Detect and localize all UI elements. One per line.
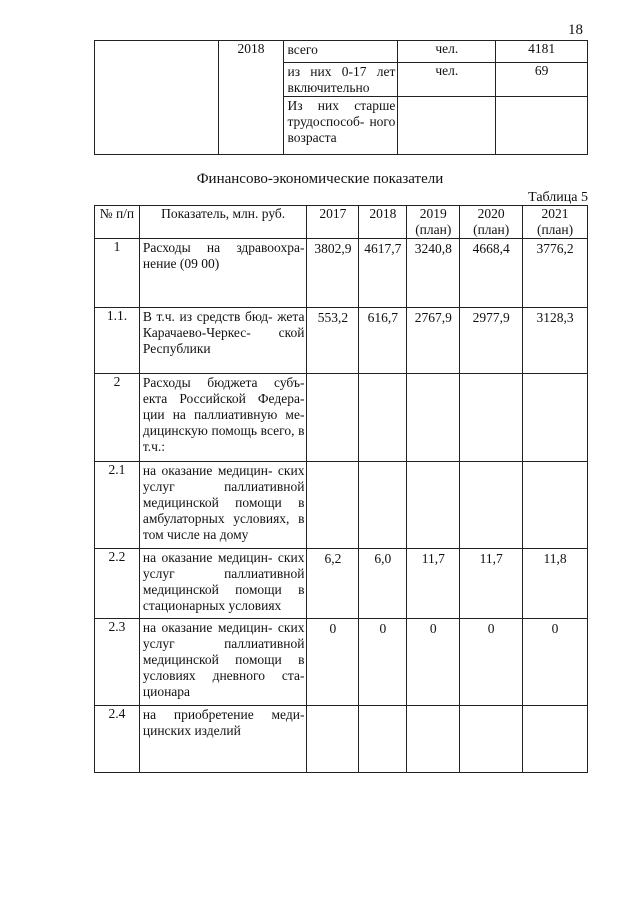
table-row bbox=[95, 549, 588, 619]
row-num: 2.3 bbox=[95, 619, 140, 706]
value-2019: 2767,9 bbox=[407, 308, 460, 374]
value-2018 bbox=[359, 706, 407, 773]
row-text: В т.ч. из средств бюд- жета Карачаево-Черкес- ской Республики bbox=[139, 308, 307, 374]
header-2020 bbox=[460, 206, 523, 239]
header-2018: 2018 bbox=[359, 206, 407, 239]
value-2020 bbox=[460, 706, 523, 773]
header-2020-note: (план) bbox=[473, 222, 510, 237]
row-num: 2.1 bbox=[95, 462, 140, 549]
value-2021 bbox=[523, 462, 588, 549]
value-2021 bbox=[523, 374, 588, 462]
page-number: 18 bbox=[568, 22, 583, 38]
value-2018 bbox=[359, 374, 407, 462]
value-2019: 3240,8 bbox=[407, 239, 460, 308]
row-text: Расходы на здравоохра- нение (09 00) bbox=[139, 239, 307, 308]
value-2017 bbox=[307, 374, 359, 462]
label-cell: всего bbox=[284, 41, 398, 63]
value-2017 bbox=[307, 462, 359, 549]
header-2021-note: (план) bbox=[536, 222, 574, 237]
value-2019 bbox=[407, 462, 460, 549]
value-cell: 69 bbox=[496, 63, 588, 97]
value-2017: 3802,9 bbox=[307, 239, 359, 308]
finance-table bbox=[94, 205, 588, 773]
table-row bbox=[95, 308, 588, 374]
value-2020: 0 bbox=[460, 619, 523, 706]
row-num: 2.4 bbox=[95, 706, 140, 773]
unit-cell bbox=[398, 97, 496, 155]
value-2020: 2977,9 bbox=[460, 308, 523, 374]
table-row bbox=[95, 374, 588, 462]
header-2020-year: 2020 bbox=[477, 206, 505, 221]
value-2021 bbox=[523, 706, 588, 773]
row-text: на приобретение меди- цинских изделий bbox=[139, 706, 307, 773]
value-2017: 553,2 bbox=[307, 308, 359, 374]
value-cell: 4181 bbox=[496, 41, 588, 63]
label-cell: Из них старше трудоспособ- ного возраста bbox=[284, 97, 398, 155]
value-2018: 0 bbox=[359, 619, 407, 706]
row-num: 2 bbox=[95, 374, 140, 462]
value-2021: 11,8 bbox=[523, 549, 588, 619]
row-num: 2.2 bbox=[95, 549, 140, 619]
row-text: на оказание медицин- ских услуг паллиативной медицинской помощи в стационарных условиях bbox=[139, 549, 307, 619]
value-2019: 0 bbox=[407, 619, 460, 706]
value-2019 bbox=[407, 706, 460, 773]
value-2020: 11,7 bbox=[460, 549, 523, 619]
table-row bbox=[95, 239, 588, 308]
row-text: на оказание медицин- ских услуг паллиативной медицинской помощи в условиях дневного ста- ционара bbox=[139, 619, 307, 706]
header-2019 bbox=[407, 206, 460, 239]
table-row bbox=[95, 706, 588, 773]
value-2021: 0 bbox=[523, 619, 588, 706]
value-2018: 6,0 bbox=[359, 549, 407, 619]
header-num: № п/п bbox=[95, 206, 140, 239]
header-2021-year: 2021 bbox=[541, 206, 569, 221]
year-cell: 2018 bbox=[218, 41, 284, 155]
header-2019-year: 2019 bbox=[419, 206, 447, 221]
header-2019-note: (план) bbox=[415, 222, 452, 237]
value-cell bbox=[496, 97, 588, 155]
unit-cell: чел. bbox=[398, 41, 496, 63]
header-row bbox=[95, 206, 588, 239]
value-2018: 4617,7 bbox=[359, 239, 407, 308]
section-title: Финансово-экономические показатели bbox=[196, 171, 444, 187]
table-label: Таблица 5 bbox=[528, 190, 588, 205]
table-row bbox=[95, 41, 588, 63]
unit-cell: чел. bbox=[398, 63, 496, 97]
demographics-table bbox=[94, 40, 588, 155]
value-2018: 616,7 bbox=[359, 308, 407, 374]
value-2020 bbox=[460, 374, 523, 462]
header-indicator: Показатель, млн. руб. bbox=[139, 206, 307, 239]
value-2020: 4668,4 bbox=[460, 239, 523, 308]
value-2020 bbox=[460, 462, 523, 549]
value-2021: 3128,3 bbox=[523, 308, 588, 374]
header-2021 bbox=[523, 206, 588, 239]
row-text: Расходы бюджета субъ- екта Российской Федера- ции на паллиативную ме- дицинскую помощь всего, в т.ч.: bbox=[139, 374, 307, 462]
value-2017: 0 bbox=[307, 619, 359, 706]
header-2017: 2017 bbox=[307, 206, 359, 239]
value-2018 bbox=[359, 462, 407, 549]
value-2021: 3776,2 bbox=[523, 239, 588, 308]
table-row bbox=[95, 462, 588, 549]
value-2019 bbox=[407, 374, 460, 462]
value-2017: 6,2 bbox=[307, 549, 359, 619]
row-num: 1 bbox=[95, 239, 140, 308]
table-row bbox=[95, 619, 588, 706]
empty-cell bbox=[95, 41, 219, 155]
value-2019: 11,7 bbox=[407, 549, 460, 619]
row-num: 1.1. bbox=[95, 308, 140, 374]
row-text: на оказание медицин- ских услуг паллиативной медицинской помощи в амбулаторных условиях, в том числе на дому bbox=[139, 462, 307, 549]
value-2017 bbox=[307, 706, 359, 773]
label-cell: из них 0-17 лет включительно bbox=[284, 63, 398, 97]
